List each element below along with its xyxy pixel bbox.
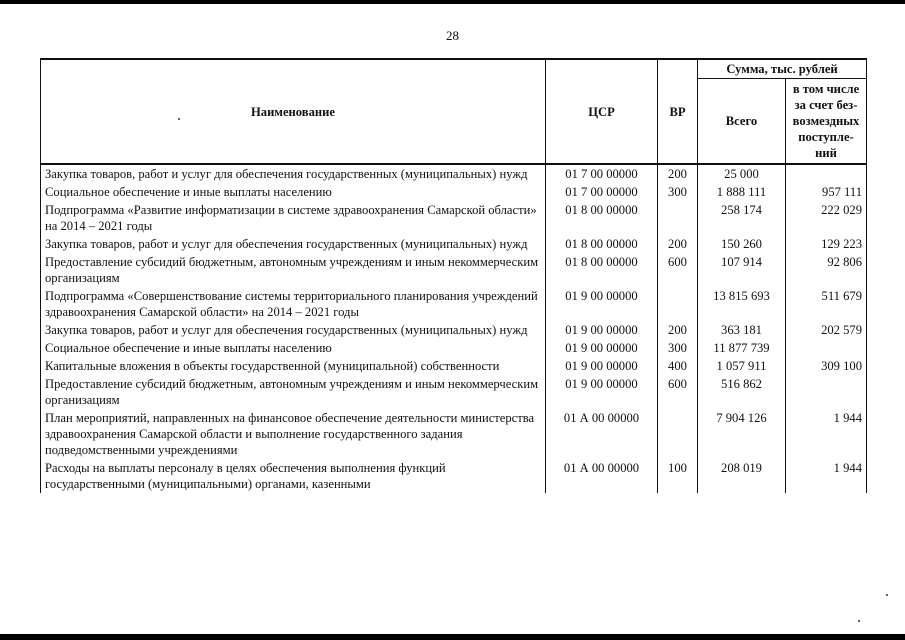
header-name: Наименование <box>41 59 546 164</box>
header-csr: ЦСР <box>546 59 658 164</box>
row-name: Социальное обеспечение и иные выплаты населению <box>41 339 546 357</box>
row-incl: 511 679 <box>786 287 867 321</box>
row-vr: 200 <box>658 321 698 339</box>
table-row <box>41 321 867 339</box>
row-total: 11 877 739 <box>698 339 786 357</box>
row-total: 1 888 111 <box>698 183 786 201</box>
scan-speck <box>886 594 888 596</box>
table-body <box>41 164 867 493</box>
row-vr <box>658 409 698 459</box>
row-name: Подпрограмма «Совершенствование системы территориального планирования учреждений здравоохранения Самарской области» на 2014 – 2021 годы <box>41 287 546 321</box>
row-csr: 01 8 00 00000 <box>546 201 658 235</box>
scan-speck <box>178 118 180 120</box>
row-total: 13 815 693 <box>698 287 786 321</box>
row-name: Предоставление субсидий бюджетным, автономным учреждениям и иным некоммерческим организациям <box>41 375 546 409</box>
table-row <box>41 459 867 493</box>
row-csr: 01 9 00 00000 <box>546 357 658 375</box>
scan-border-top <box>0 0 905 4</box>
row-total: 1 057 911 <box>698 357 786 375</box>
row-incl: 202 579 <box>786 321 867 339</box>
row-csr: 01 8 00 00000 <box>546 253 658 287</box>
row-csr: 01 9 00 00000 <box>546 375 658 409</box>
page-number: 28 <box>446 28 459 43</box>
row-incl <box>786 164 867 183</box>
table-row <box>41 183 867 201</box>
row-total: 7 904 126 <box>698 409 786 459</box>
row-incl <box>786 339 867 357</box>
header-incl: в том числе за счет без-возмездных поступле-ний <box>786 79 867 165</box>
row-total: 107 914 <box>698 253 786 287</box>
row-csr: 01 7 00 00000 <box>546 183 658 201</box>
table-row <box>41 164 867 183</box>
row-name: Предоставление субсидий бюджетным, автономным учреждениям и иным некоммерческим организациям <box>41 253 546 287</box>
row-vr: 600 <box>658 375 698 409</box>
row-csr: 01 7 00 00000 <box>546 164 658 183</box>
row-csr: 01 9 00 00000 <box>546 287 658 321</box>
row-incl: 92 806 <box>786 253 867 287</box>
table-row <box>41 375 867 409</box>
table-row <box>41 287 867 321</box>
row-vr: 300 <box>658 339 698 357</box>
row-incl: 309 100 <box>786 357 867 375</box>
scan-speck <box>858 620 860 622</box>
row-incl: 222 029 <box>786 201 867 235</box>
row-name: Закупка товаров, работ и услуг для обеспечения государственных (муниципальных) нужд <box>41 164 546 183</box>
row-vr: 200 <box>658 164 698 183</box>
table-row <box>41 253 867 287</box>
row-vr: 400 <box>658 357 698 375</box>
row-csr: 01 9 00 00000 <box>546 321 658 339</box>
row-total: 516 862 <box>698 375 786 409</box>
row-name: Подпрограмма «Развитие информатизации в системе здравоохранения Самарской области» на 2014 – 2021 годы <box>41 201 546 235</box>
row-name: Расходы на выплаты персоналу в целях обеспечения выполнения функций государственными (муниципальными) органами, казенными <box>41 459 546 493</box>
row-name: Социальное обеспечение и иные выплаты населению <box>41 183 546 201</box>
row-vr: 100 <box>658 459 698 493</box>
row-name: Закупка товаров, работ и услуг для обеспечения государственных (муниципальных) нужд <box>41 235 546 253</box>
row-total: 150 260 <box>698 235 786 253</box>
row-csr: 01 А 00 00000 <box>546 409 658 459</box>
table-row <box>41 201 867 235</box>
header-total: Всего <box>698 79 786 165</box>
row-vr <box>658 201 698 235</box>
row-csr: 01 А 00 00000 <box>546 459 658 493</box>
table-row <box>41 409 867 459</box>
row-csr: 01 9 00 00000 <box>546 339 658 357</box>
row-incl: 1 944 <box>786 459 867 493</box>
row-vr: 600 <box>658 253 698 287</box>
row-incl: 129 223 <box>786 235 867 253</box>
row-incl: 957 111 <box>786 183 867 201</box>
table-row <box>41 235 867 253</box>
row-incl: 1 944 <box>786 409 867 459</box>
row-name: План мероприятий, направленных на финансовое обеспечение деятельности министерства здравоохранения Самарской области и выполнение государственного задания подведомственными учреждениями <box>41 409 546 459</box>
row-total: 208 019 <box>698 459 786 493</box>
table-header <box>41 59 867 164</box>
row-vr: 300 <box>658 183 698 201</box>
row-vr <box>658 287 698 321</box>
row-total: 258 174 <box>698 201 786 235</box>
header-sum: Сумма, тыс. рублей <box>698 59 867 79</box>
budget-table <box>40 58 867 493</box>
table-row <box>41 339 867 357</box>
row-name: Закупка товаров, работ и услуг для обеспечения государственных (муниципальных) нужд <box>41 321 546 339</box>
row-incl <box>786 375 867 409</box>
row-name: Капитальные вложения в объекты государственной (муниципальной) собственности <box>41 357 546 375</box>
row-csr: 01 8 00 00000 <box>546 235 658 253</box>
header-vr: ВР <box>658 59 698 164</box>
row-total: 363 181 <box>698 321 786 339</box>
row-vr: 200 <box>658 235 698 253</box>
scan-border-bottom <box>0 634 905 640</box>
row-total: 25 000 <box>698 164 786 183</box>
table-row <box>41 357 867 375</box>
